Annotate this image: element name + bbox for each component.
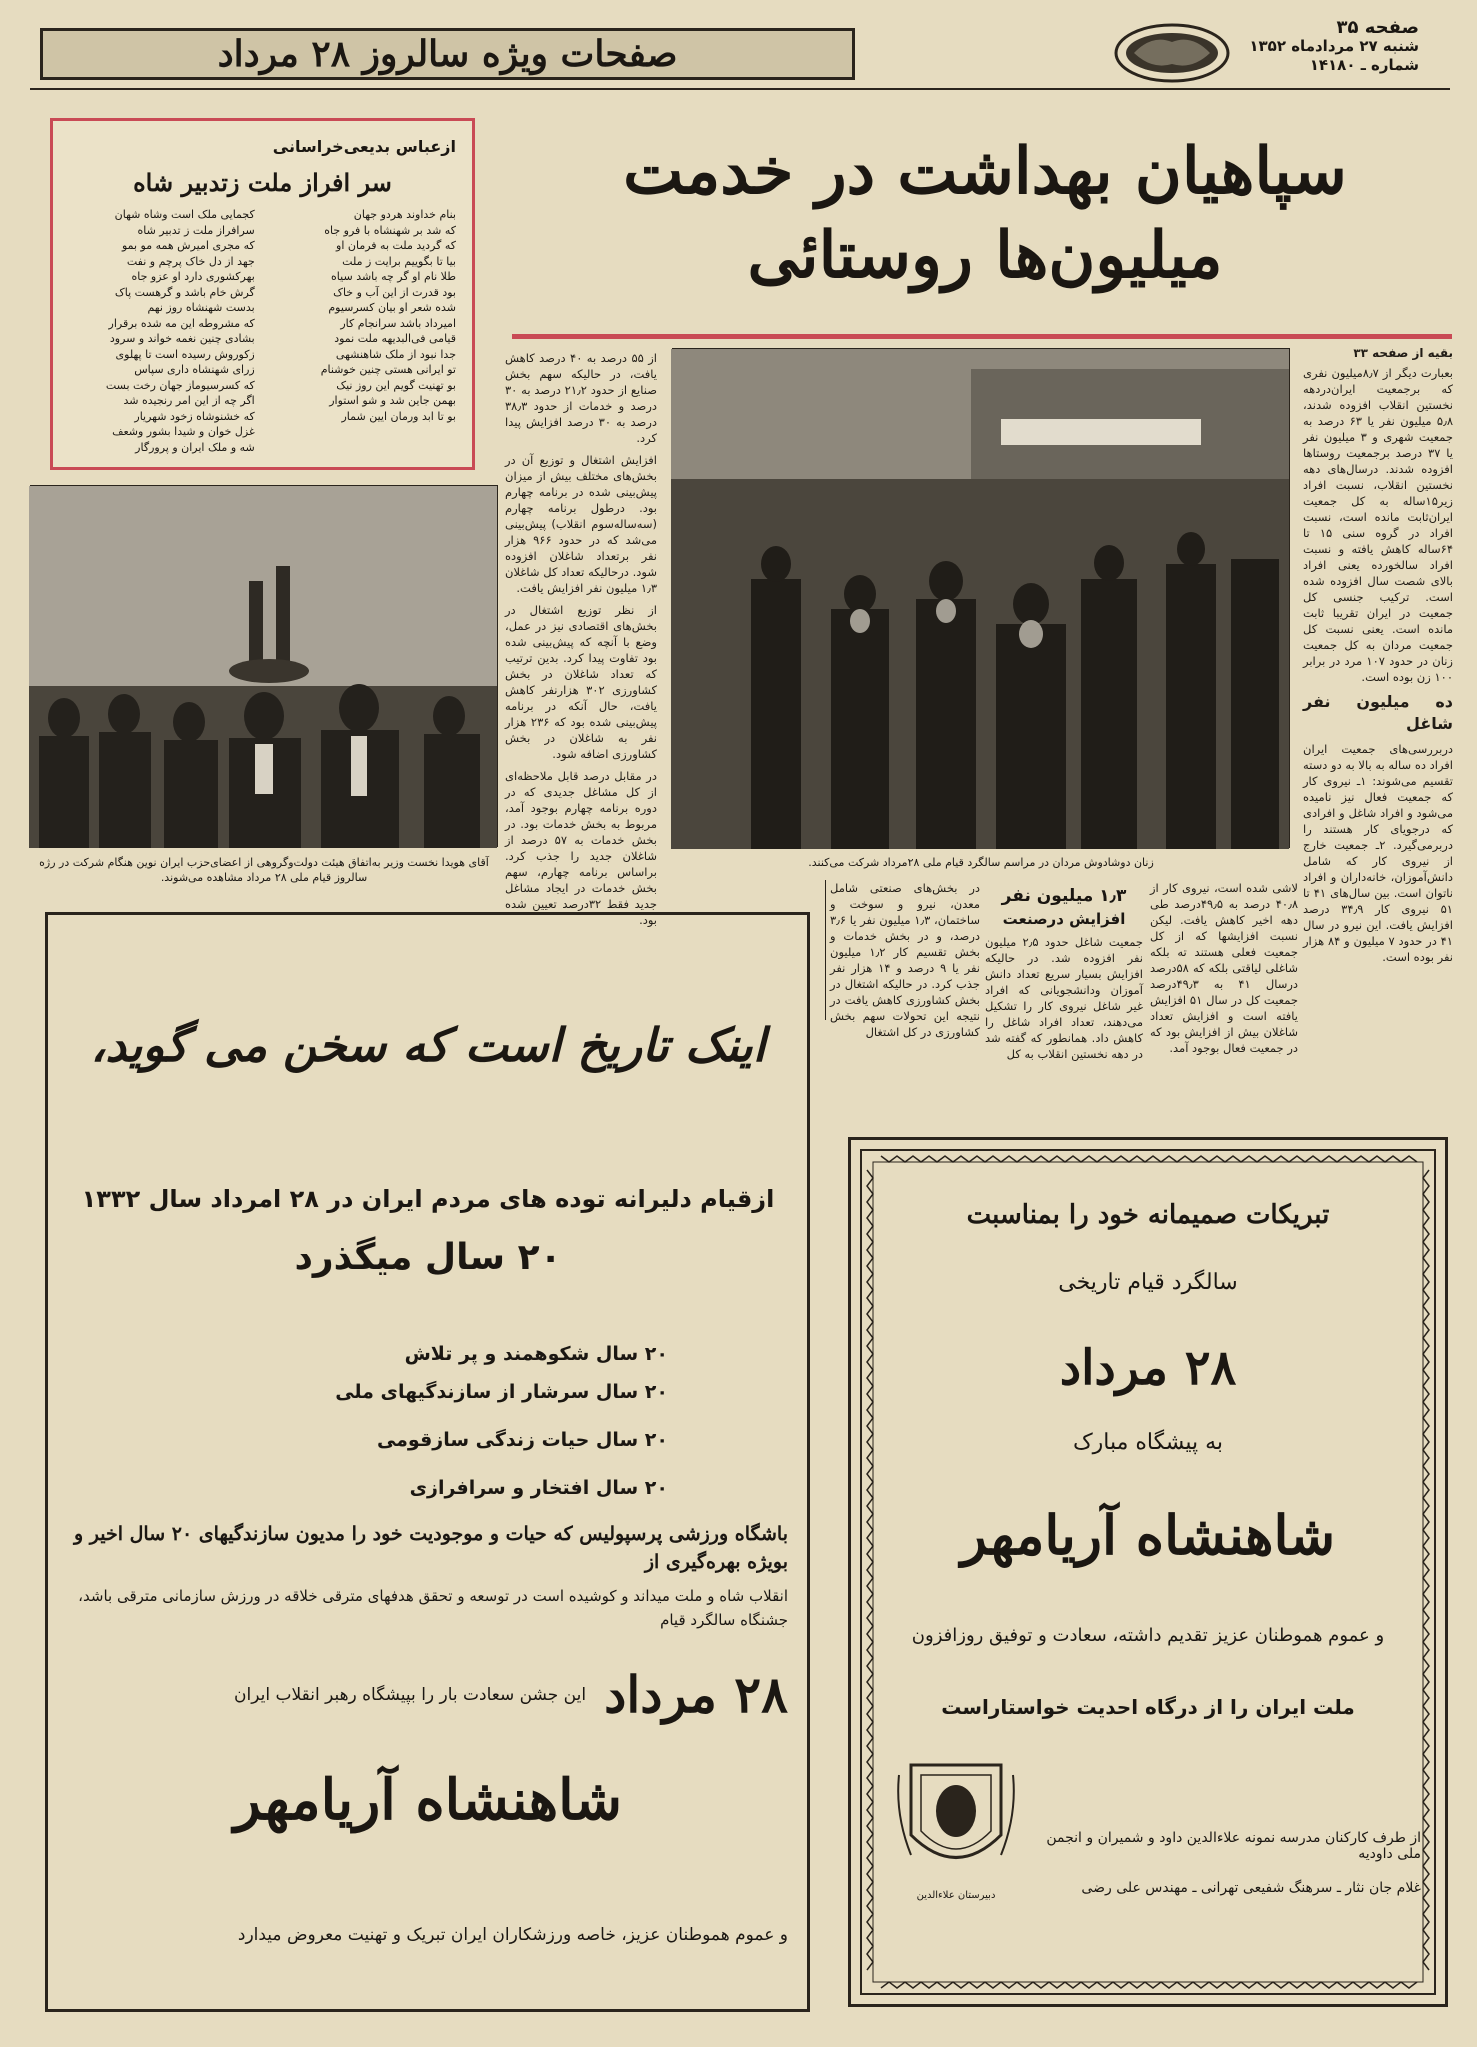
ad-left-big: ۲۰ سال میگذرد [294, 1237, 562, 1278]
article-para-1: از ۵۵ درصد به ۴۰ درصد کاهش یافت، در حالیکه سهم بخش صنایع از حدود ۲۱٫۲ درصد به ۳۰ درصد و خدمات از حدود ۳۸٫۳ درصد به ۳۰ درصد افزایش پیدا کرد. [505, 351, 657, 445]
caption-parade: زنان دوشادوش مردان در مراسم سالگرد قیام ملی ۲۸مرداد شرکت می‌کنند. [808, 856, 1154, 869]
article-para-4: در مقابل درصد قابل ملاحظه‌ای از کل مشاغل جدیدی که در دوره برنامه چهارم بوجود آمد، مربوط به بخش خدمات بود. در بخش خدمات به ۵۷ درصد از شاغلان جدید را جذب کرد. براساس برنامه چهارم، سهم بخش خدمات در ایجاد مشاغل جدید فقط ۳۲درصد تعیین شده بود. [505, 769, 657, 927]
article-para-3: از نظر توزیع اشتغال در بخش‌های اقتصادی نیز در عمل، وضع با آنچه که پیش‌بینی شده بود تفاوت پیدا کرد. بدین ترتیب که تعداد شاغلان در بخش کشاورزی ۳۰۲ هزارنفر کاهش یافت، حال آنکه در برنامه پیش‌بینی شده بود که ۲۳۶ هزار نفر به شاغلان در بخش کشاورزی اضافه شود. [505, 603, 657, 761]
ad-left-item-3: ۲۰ سال حیات زندگی سازقومی [376, 1429, 668, 1451]
article-para-right-1: بعبارت دیگر از ۸٫۷میلیون نفری که برجمعیت ایران‌دردهه نخستین انقلاب افزوده شدند، ۵٫۸ میلیون نفر یا ۶۳ درصد به جمعیت شهری و ۳ میلیون نفر یا ۳۷ درصد برجمعیت روستاها افزوده شدند. درسال‌های دهه نخستین انقلاب، نسبت افراد زیر۱۵ساله به کل جمعیت ایران‌ثابت مانده است، نسبت افراد در گروه سنی ۱۵ تا ۶۴ساله کاهش یافته و نسبت افراد سالخورده یعنی افراد بالای شصت سال افزوده شده است. ترکیب جنسی کل جمعیت در ایران تقریبا ثابت مانده است. یعنی نسبت کل جمعیت مردان به کل جمعیت زنان در حدود ۱۰۷ مرد در برابر ۱۰۰ زن بوده است. [1303, 366, 1454, 684]
article-para-bottom-3: در بخش‌های صنعتی شامل معدن، نیرو و سوخت و ساختمان، ۱٫۳ میلیون نفر یا ۳٫۶ درصد، و در بخش خدمات و بخش تقسیم کار ۱٫۲ میلیون نفر یا ۹ درصد و ۱۴ هزار نفر جذب کرد. در حالیکه اشتغال در بخش کشاورزی کاهش یافت در نتیجه این تحولات سهم بخش کشاورزی در کل اشتغال [830, 881, 981, 1039]
poem-col-right: بنام خداوند هردو جهان که شد بر شهنشاه با فرو جاه که گردید ملت به فرمان او بیا تا بگوییم برایت ز ملت طلا نام او گر چه باشد سیاه بود قدرت از این آب و خاک شده شعر او بیان کسرسیوم امیرداد باشد سرانجام کار قیامی فی‌البدیهه ملت نمود جدا نبود از ملک شاهنشهی تو ایرانی هستی چنین خوشنام بو تهنیت گویم این روز نیک بهمن جاین شد و شو استوار بو تا ابد ورمان ایین شمار [320, 208, 456, 423]
ad-left-closing: و عموم هموطنان عزیز، خاصه ورزشکاران ایران تبریک و تهنیت معروض میدارد [237, 1925, 788, 1945]
poem-columns [69, 207, 456, 455]
ad-left-date: ۲۸ مرداد [604, 1665, 788, 1724]
ad-right-line-5: ملت ایران را از درگاه احدیت خواستاراست [941, 1695, 1355, 1719]
masthead [0, 0, 1477, 90]
article-col-middle [505, 350, 657, 927]
ad-left-club-line-2: انقلاب شاه و ملت میداند و کوشیده است در توسعه و تحقق هدفهای مترقی خلاقه در ورزش سازمانی مترقی باشد، جشنگاه سالگرد قیام [78, 1587, 788, 1629]
article-para-right-2: دربررسی‌های جمعیت ایران افراد ده ساله به بالا به دو دسته تقسیم می‌شوند: ۱ـ نیروی کار که جمعیت فعال نیز نامیده می‌شود و افراد شاغل و افرادی که درجویای کار هستند را دربرمی‌گیرد. ۲ـ جمعیت خارج از نیروی کار که شامل دانش‌آموزان، خانه‌داران و افراد ناتوان است. بین سال‌های ۴۱ تا ۵۱ نیروی کار ۳۴٫۹ درصد افزایش یافت. این نیرو در سال ۴۱ در حدود ۷ میلیون و ۸۴ هزار نفر بوده است. [1303, 742, 1453, 964]
bottom-article-rule [825, 880, 826, 1020]
ad-right-line-2: سالگرد قیام تاریخی [1058, 1270, 1238, 1295]
article-col-bottom-3 [830, 880, 981, 1039]
ad-left-club-line-1: باشگاه ورزشی پرسپولیس که حیات و موجودیت خود را مدیون سازندگیهای ۲۰ سال اخیر و بویژه بهره‌گیری از [73, 1523, 788, 1573]
ad-left-item-1: ۲۰ سال شکوهمند و پر تلاش [404, 1343, 668, 1365]
headline-line-1: سپاهیان بهداشت در خدمت [623, 134, 1347, 209]
article-subheads [985, 880, 1144, 1061]
ad-right-sig-2: غلام جان نثار ـ سرهنگ شفیعی تهرانی ـ مهندس علی رضی [1081, 1880, 1421, 1896]
article-col-right [1303, 345, 1453, 1015]
section-banner [40, 28, 855, 80]
article-para-2: افزایش اشتغال و توزیع آن در بخش‌های مختلف بیش از میزان پیش‌بینی شده در برنامه چهارم بود. درطول برنامه چهارم (سه‌ساله‌سوم انقلاب) پیش‌بینی می‌شد که در حدود ۹۶۶ هزار نفر برتعداد شاغلان افزوده شود. درحالیکه تعداد کل شاغلان ۱٫۳ میلیون نفر افزایش یافت. [505, 453, 657, 595]
poem-author: ازعباس بدیعی‌خراسانی [272, 137, 456, 156]
headline-red-rule [512, 334, 1452, 339]
ad-persepolis [45, 912, 810, 2012]
ad-left-subline: ازقیام دلیرانه توده های مردم ایران در ۲۸ امرداد سال ۱۳۳۲ [81, 1185, 775, 1213]
caption-officials: آقای هویدا نخست وزیر به‌اتفاق هیئت دولت‌وگروهی از اعضای‌حزب ایران نوین هنگام شرکت در رژه سالروز قیام ملی ۲۸ مرداد مشاهده می‌شوند. [39, 856, 489, 884]
photo-officials [30, 485, 498, 847]
ad-right-king: شاهنشاه آریامهر [960, 1503, 1336, 1567]
ad-right-line-3: به پیشگاه مبارک [1072, 1430, 1224, 1455]
article-para-bottom-2: جمعیت شاغل حدود ۲٫۵ میلیون نفر افزوده شد. در حالیکه افزایش بسیار سریع تعداد دانش آموزان ودانشجویانی که افراد غیر شاغل نیروی کار را تشکیل می‌دهند، تعداد افراد شاغل را کاهش داد. همانطور که گفته شد در دهه نخستین انقلاب به کل [985, 935, 1144, 1061]
headline [510, 130, 1460, 330]
ad-left-date-row [72, 1665, 788, 1724]
photo-officials-image [29, 486, 497, 848]
poem-title: سر افراز ملت زتدبیر شاه [133, 168, 392, 197]
photo-parade-image [671, 349, 1289, 849]
ad-right-date: ۲۸ مرداد [1059, 1340, 1237, 1396]
ad-right-line-1: تبریکات صمیمانه خود را بمناسبت [966, 1200, 1330, 1230]
issue-date: شنبه ۲۷ مردادماه ۱۳۵۲ [1249, 37, 1419, 55]
ettelaat-logo [1112, 20, 1232, 86]
article-continued: بقیه از صفحه ۳۳ [1353, 346, 1453, 360]
ad-left-items [108, 1335, 668, 1507]
ad-left-item-2: ۲۰ سال سرشار از سازندگیهای ملی [335, 1381, 668, 1403]
photo-parade [672, 348, 1290, 848]
ad-left-item-4: ۲۰ سال افتخار و سرافرازی [409, 1477, 668, 1499]
subhead-industry: افزایش درصنعت [1002, 910, 1126, 928]
page-number: صفحه ۳۵ [1336, 17, 1419, 38]
article-para-bottom-1: لاشی شده است، نیروی کار از ۴۰٫۸ درصد به ۴۹٫۵درصد طی دهه اخیر کاهش یافت. لیکن نسبت افزایشها که از کل جمعیت فعلی هستند ته بلکه شاغلی لیاقتی بلکه که ۵۸درصد درسال ۴۱ به ۴۹٫۳درصد جمعیت کل در سال ۵۱ افزایش یافته است و افزایش تعداد شاغلان بیش از افزایش بود که در جمعیت فعال بوجود آمد. [1150, 881, 1299, 1055]
poem-col-left: کجمایی ملک است وشاه شهان سرافراز ملت ز تدبیر شاه که مجری امیرش همه مو بمو جهد از دل خاک پرچم و نفت بهرکشوری دارد او عزو جاه گرش خام باشد و گرهست پاک بدست شهنشاه روز نهم که مشروطه این مه شده برقرار بشادی چنین نغمه خواند و سرود زکوروش رسیده است تا پهلوی زرای شهنشاه داری سپاس که کسرسیوماز جهان رخت بست اگر چه از این امر رنجیده شد که خشنوشاه زخود شهریار غزل خوان و شیدا بشور وشعف شه و ملک ایران و پرورگار [105, 208, 255, 454]
poem-box [50, 118, 475, 470]
school-emblem-icon [891, 1745, 1021, 1885]
ad-right-sig-1: از طرف کارکنان مدرسه نمونه علاءالدین داود و شمیران و انجمن ملی داودیه [1046, 1830, 1421, 1862]
ad-right-line-4: و عموم هموطنان عزیز تقدیم داشته، سعادت و توفیق روزافزون [911, 1625, 1385, 1646]
ad-left-date-line: این جشن سعادت بار را بپیشگاه رهبر انقلاب ایران [234, 1684, 587, 1705]
article-col-bottom-1 [1150, 880, 1299, 1055]
headline-line-2: میلیون‌ها روستائی [747, 218, 1223, 293]
ad-school [848, 1137, 1448, 2007]
ad-left-club [72, 1520, 788, 1632]
ad-left-king: شاهنشاه آریامهر [233, 1767, 623, 1833]
school-emblem-label: دبیرستان علاءالدین [916, 1890, 996, 1901]
issue-number: شماره ـ ۱۴۱۸۰ [1309, 56, 1419, 74]
subhead-employed: ده میلیون نفر شاغل [1303, 692, 1453, 733]
page-info [1249, 18, 1419, 75]
section-title: صفحات ویژه سالروز ۲۸ مرداد [217, 33, 678, 75]
ad-left-headline: اینک تاریخ است که سخن می گوید، [90, 1018, 766, 1072]
subhead-million: ۱٫۳ میلیون نفر [1001, 886, 1127, 906]
masthead-rule [30, 88, 1450, 90]
